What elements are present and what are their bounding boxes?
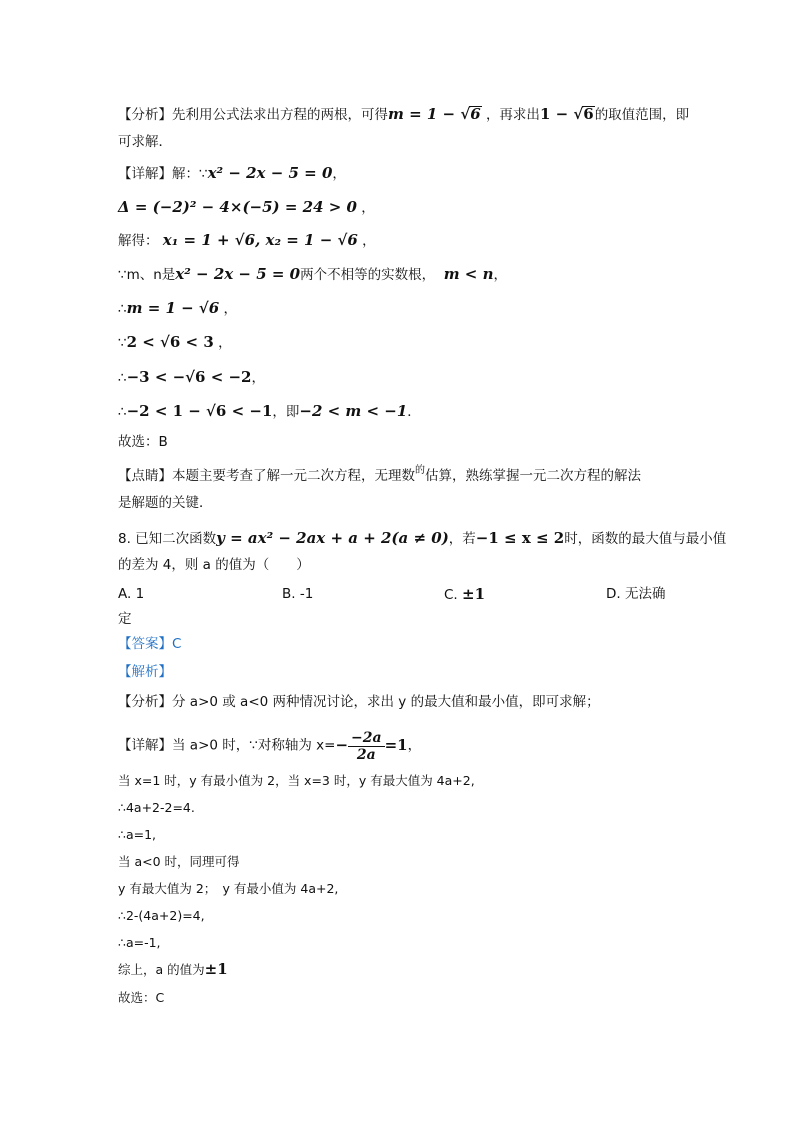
answer-line-1: 当 x=1 时，y 有最小值为 2，当 x=3 时，y 有最大值为 4a+2, (118, 773, 475, 788)
option-b: B. -1 (282, 586, 314, 602)
option-d-continued: 定 (118, 611, 132, 627)
option-a: A. 1 (118, 586, 145, 602)
answer-line-2: ∴4a+2-2=4. (118, 800, 195, 815)
detail-ineq-1: ∵2 < √6 < 3 ， (118, 333, 232, 351)
detail-choice: 故选：B (118, 434, 168, 450)
detail-roots: 解得： x₁ = 1 + √6, x₂ = 1 − √6 ， (118, 231, 376, 249)
answer-line-8: 综上，a 的值为±1 (118, 960, 228, 978)
roots: x₁ = 1 + √6, x₂ = 1 − √6 (162, 231, 358, 249)
question-8-line-2: 的差为 4，则 a 的值为（ ） (118, 557, 310, 573)
equation: x² − 2x − 5 = 0 (207, 164, 333, 182)
question-8-line-1: 8. 已知二次函数y = ax² − 2ax + a + 2(a ≠ 0)，若−1 ≤ x ≤ 2时，函数的最大值与最小值 (118, 529, 727, 547)
detail-line-1: 【详解】解：∵x² − 2x − 5 = 0， (118, 164, 346, 182)
answer-line-3: ∴a=1, (118, 827, 157, 842)
detail-delta: Δ = (−2)² − 4×(−5) = 24 > 0 ， (118, 198, 375, 216)
one-minus-root6: 1 − √6 (539, 105, 594, 123)
explanation-label: 【解析】 (118, 664, 172, 680)
detail-m-value: ∴m = 1 − √6 ， (118, 299, 238, 317)
option-c: C. ±1 (444, 585, 486, 603)
option-d: D. 无法确 (606, 586, 666, 602)
answer-line-4: 当 a<0 时，同理可得 (118, 854, 240, 869)
answer-line-7: ∴a=-1, (118, 935, 161, 950)
answer-line-5: y 有最大值为 2； y 有最小值为 4a+2, (118, 881, 339, 896)
key-point-line-2: 是解题的关键． (118, 495, 213, 511)
question-8-options (118, 583, 678, 605)
analysis-line-1: 【分析】先利用公式法求出方程的两根，可得m = 1 − √6 ，再求出1 − √6的取值范围，即 (118, 105, 690, 123)
answer-analysis: 【分析】分 a>0 或 a<0 两种情况讨论，求出 y 的最大值和最小值，即可求解； (118, 694, 600, 710)
detail-mn: ∵m、n是x² − 2x − 5 = 0两个不相等的实数根， m < n， (118, 265, 507, 283)
quadratic-function: y = ax² − 2ax + a + 2(a ≠ 0) (216, 529, 449, 547)
detail-ineq-2: ∴−3 < −√6 < −2， (118, 368, 265, 386)
m-expression: m = 1 − √6 (388, 105, 481, 123)
answer-detail-axis: 【详解】当 a>0 时，∵对称轴为 x=− $\frac{-2a}{2a}$ =1， (118, 727, 421, 764)
axis-fraction: − $\frac{-2a}{2a}$ =1 (335, 729, 408, 763)
discriminant: Δ = (−2)² − 4×(−5) = 24 > 0 (118, 198, 357, 216)
key-point-line-1: 【点睛】本题主要考查了解一元二次方程，无理数$^的$估算，熟练掌握一元二次方程的解法 (118, 465, 641, 484)
answer-label: 【答案】C (118, 636, 182, 652)
analysis-line-2: 可求解． (118, 134, 172, 150)
answer-line-6: ∴2-(4a+2)=4, (118, 908, 205, 923)
answer-choice: 故选：C (118, 990, 165, 1005)
detail-ineq-3: ∴−2 < 1 − √6 < −1，即−2 < m < −1． (118, 402, 421, 420)
